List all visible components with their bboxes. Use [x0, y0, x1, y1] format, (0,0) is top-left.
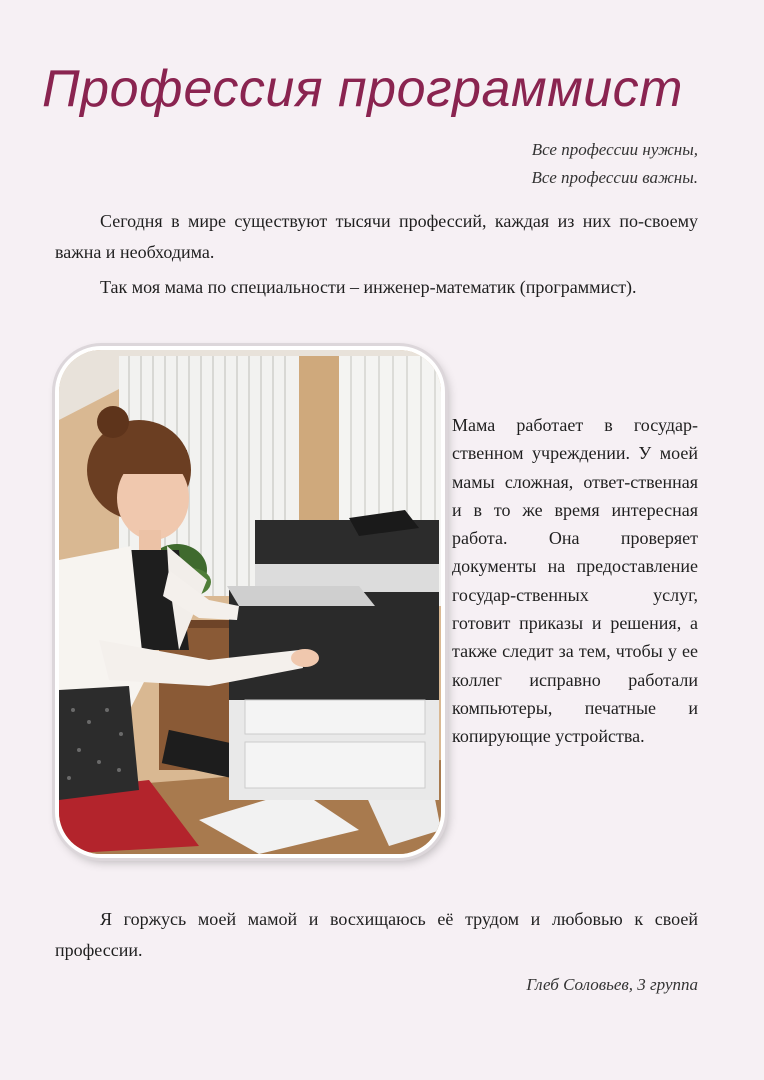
author-signature: Глеб Соловьев, 3 группа	[526, 975, 698, 994]
closing-paragraph: Я горжусь моей мамой и восхищаюсь её трудом и любовью к своей профессии.	[55, 909, 698, 960]
page-title: Профессия программист	[42, 60, 683, 118]
work-paragraph: Мама работает в государ-ственном учреждении. У моей мамы сложная, ответ-ственная и в то же время интересная работа. Она проверяет документы на предоставление государ-ственных услуг, готовит приказы и решения, а также следит за тем, чтобы у ее коллег исправно работали компьютеры, печатные и копирующие устройства.	[452, 415, 698, 747]
office-photo-illustration	[59, 350, 441, 854]
intro-paragraph: Сегодня в мире существуют тысячи профессий, каждая из них по-своему важна и необходима.	[55, 211, 698, 262]
epigraph-line-1: Все профессии нужны,	[531, 140, 698, 159]
epigraph-line-2: Все профессии важны.	[531, 168, 698, 187]
office-photo	[55, 346, 445, 858]
epigraph	[358, 136, 698, 192]
mother-paragraph: Так моя мама по специальности – инженер-математик (программист).	[100, 277, 637, 297]
